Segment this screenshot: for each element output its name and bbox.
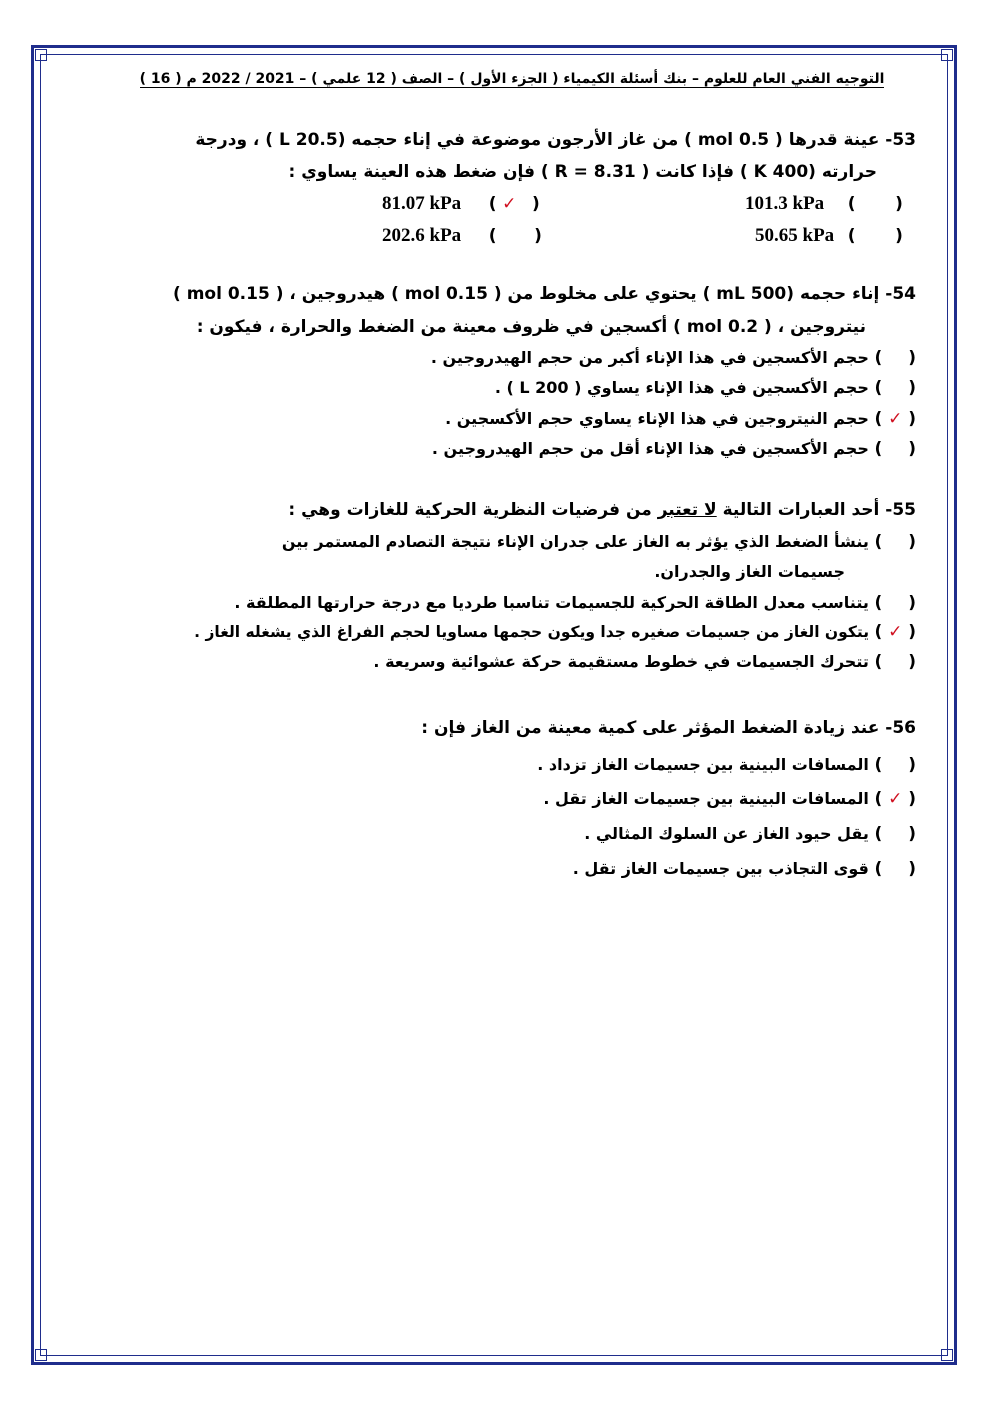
question-53-line-2: حرارته (K 400 ) فإذا كانت ( R = 8.31 ) فإن ضغط هذه العينة يساوي : <box>288 162 877 182</box>
q53-option-c[interactable]: 202.6 kPa ( ) <box>382 225 542 246</box>
check-mark-icon: ✓ <box>502 194 517 214</box>
q56-option-a[interactable]: () المسافات البينية بين جسيمات الغاز تزداد . <box>537 755 916 775</box>
question-56-stem: 56- عند زيادة الضغط المؤثر على كمية معينة من الغاز فإن : <box>421 718 916 738</box>
q55-option-d[interactable]: () تتحرك الجسيمات في خطوط مستقيمة حركة عشوائية وسريعة . <box>373 652 916 672</box>
q56-option-b[interactable]: (✓) المسافات البينية بين جسيمات الغاز تقل . <box>543 789 916 809</box>
q55-option-c[interactable]: (✓) يتكون الغاز من جسيمات صغيره جدا ويكون حجمها مساويا لحجم الفراغ الذي يشغله الغاز . <box>194 622 916 642</box>
border-corner <box>941 49 953 61</box>
q53-option-d[interactable]: 50.65 kPa ( ) <box>755 225 903 246</box>
page-header: التوجيه الفني العام للعلوم – بنك أسئلة الكيمياء ( الجزء الأول ) – الصف ( 12 علمي ) – 2021 / 2022 م ( 16 ) <box>139 71 885 87</box>
page-border-inner <box>40 54 948 1356</box>
question-54-line-2: نيتروجين ، ( 0.2 mol ) أكسجين في ظروف معينة من الضغط والحرارة ، فيكون : <box>196 317 866 337</box>
check-mark-icon: ✓ <box>888 409 903 429</box>
question-53-line-1: 53- عينة قدرها ( 0.5 mol ) من غاز الأرجون موضوعة في إناء حجمه (L 20.5 ) ، ودرجة <box>195 130 916 150</box>
border-corner <box>35 1349 47 1361</box>
q53-option-b[interactable]: 101.3 kPa ( ) <box>745 193 903 214</box>
q56-option-d[interactable]: () قوى التجاذب بين جسيمات الغاز تقل . <box>572 859 916 879</box>
question-55-stem: 55- أحد العبارات التالية لا تعتبر من فرضيات النظرية الحركية للغازات وهي : <box>288 500 916 520</box>
q55-option-a[interactable]: () ينشأ الضغط الذي يؤثر به الغاز على جدران الإناء نتيجة التصادم المستمر بين <box>281 532 916 552</box>
q55-option-a-continuation: جسيمات الغاز والجدران. <box>654 562 845 581</box>
border-corner <box>941 1349 953 1361</box>
check-mark-icon: ✓ <box>888 789 903 809</box>
border-corner <box>35 49 47 61</box>
q54-option-a[interactable]: () حجم الأكسجين في هذا الإناء أكبر من حجم الهيدروجين . <box>430 348 916 368</box>
q54-option-c[interactable]: (✓) حجم النيتروجين في هذا الإناء يساوي حجم الأكسجين . <box>445 409 916 429</box>
q54-option-d[interactable]: () حجم الأكسجين في هذا الإناء أقل من حجم الهيدروجين . <box>431 439 916 459</box>
check-mark-icon: ✓ <box>888 622 903 642</box>
q55-option-b[interactable]: () يتناسب معدل الطاقة الحركية للجسيمات تناسبا طرديا مع درجة حرارتها المطلقة . <box>234 593 916 613</box>
question-54-line-1: 54- إناء حجمه (mL 500 ) يحتوي على مخلوط من ( 0.15 mol ) هيدروجين ، ( mol 0.15 ) <box>173 284 916 304</box>
q56-option-c[interactable]: () يقل حيود الغاز عن السلوك المثالي . <box>584 824 916 844</box>
q53-option-a[interactable]: 81.07 kPa ( ✓ ) <box>382 193 540 214</box>
q54-option-b[interactable]: () حجم الأكسجين في هذا الإناء يساوي ( L 200 ) . <box>494 378 916 398</box>
